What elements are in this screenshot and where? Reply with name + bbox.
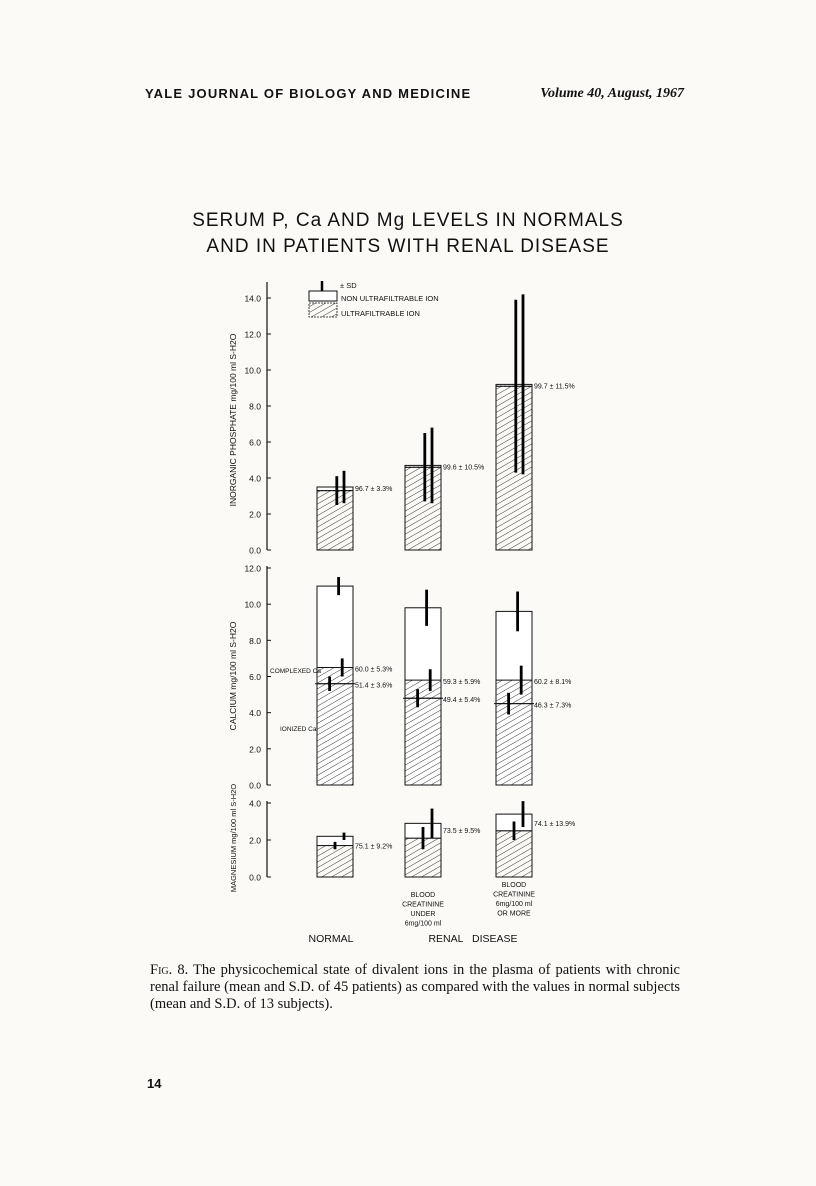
bar-complexed-calcium [317, 667, 353, 683]
legend-nonuf-text: NON ULTRAFILTRABLE ION [341, 294, 439, 303]
percent-label-calcium-ionized: 49.4 ± 5.4% [443, 697, 481, 705]
group-label-normal: NORMAL [308, 933, 354, 945]
caption-label: Fig. 8. [150, 962, 189, 978]
percent-label-calcium-ionized: 51.4 ± 3.6% [355, 682, 393, 690]
annotation-complexed-ca: COMPLEXED Ca [270, 668, 321, 675]
y-tick-label-phosphate: 2.0 [249, 509, 261, 520]
percent-label-magnesium: 74.1 ± 13.9% [534, 820, 576, 828]
y-tick-label-calcium: 0.0 [249, 780, 261, 791]
y-axis-label-magnesium: MAGNESIUM mg/100 ml S-H2O [229, 783, 238, 893]
bar-complexed-calcium [496, 680, 532, 704]
volume-info: Volume 40, August, 1967 [540, 86, 684, 101]
bar-ultrafiltrable-phosphate [405, 467, 441, 550]
y-tick-label-calcium: 2.0 [249, 744, 261, 755]
group-label-creatinine-over: OR MORE [497, 910, 531, 918]
legend-sd-text: ± SD [340, 281, 357, 290]
percent-label-calcium-uf: 59.3 ± 5.9% [443, 679, 481, 687]
legend-uf-text: ULTRAFILTRABLE ION [341, 309, 420, 318]
figure-title-line-1: SERUM P, Ca AND Mg LEVELS IN NORMALS [192, 210, 624, 231]
bar-ultrafiltrable-magnesium [317, 846, 353, 877]
group-label-creatinine-under: CREATININE [402, 901, 444, 909]
y-tick-label-phosphate: 14.0 [244, 293, 261, 304]
figure-title-line-2: AND IN PATIENTS WITH RENAL DISEASE [206, 236, 610, 257]
group-label-creatinine-over: BLOOD [501, 882, 527, 889]
y-tick-label-phosphate: 8.0 [249, 401, 261, 412]
caption-text: The physicochemical state of divalent ions in the plasma of patients with chronic renal failure (mean and S.D. of 45 patients) as compared with the values in normal subjects (mean and S.D. of 13 subjects). [150, 962, 680, 1012]
bar-ionized-calcium [496, 704, 532, 785]
group-label-creatinine-over: CREATININE [493, 891, 535, 899]
group-label-creatinine-over: 6mg/100 ml [495, 901, 533, 908]
y-tick-label-calcium: 10.0 [244, 599, 261, 610]
bar-nonultrafiltrable-phosphate [317, 487, 353, 491]
y-tick-label-phosphate: 4.0 [249, 473, 261, 484]
legend-uf-swatch [309, 303, 337, 317]
y-axis-label-phosphate: INORGANIC PHOSPHATE mg/100 ml S-H2O [228, 333, 238, 507]
group-label-creatinine-under: UNDER [410, 911, 436, 918]
y-tick-label-calcium: 12.0 [244, 563, 261, 574]
y-tick-label-phosphate: 6.0 [249, 437, 261, 448]
y-tick-label-calcium: 8.0 [249, 635, 261, 646]
y-axis-label-calcium: CALCIUM mg/100 ml S-H2O [228, 621, 238, 731]
figure-caption [150, 962, 680, 1013]
percent-label-calcium-ionized: 46.3 ± 7.3% [534, 702, 572, 710]
bar-ultrafiltrable-phosphate [317, 491, 353, 550]
y-tick-label-phosphate: 12.0 [244, 329, 261, 340]
percent-label-magnesium: 73.5 ± 9.5% [443, 828, 481, 836]
group-label-creatinine-under: 6mg/100 ml [404, 920, 442, 928]
y-tick-label-calcium: 6.0 [249, 672, 261, 682]
bar-complexed-calcium [405, 680, 441, 698]
y-tick-label-magnesium: 2.0 [249, 835, 261, 846]
percent-label-phosphate: 99.6 ± 10.5% [443, 464, 485, 472]
y-tick-label-phosphate: 10.0 [244, 365, 261, 376]
percent-label-calcium-uf: 60.2 ± 8.1% [534, 679, 572, 687]
journal-title: YALE JOURNAL OF BIOLOGY AND MEDICINE [145, 86, 472, 101]
bar-ionized-calcium [317, 684, 353, 785]
page-number: 14 [147, 1076, 162, 1091]
y-tick-label-magnesium: 0.0 [249, 872, 261, 883]
legend-nonuf-swatch [309, 291, 337, 301]
group-label-renal-disease: RENAL DISEASE [428, 933, 518, 945]
y-tick-label-phosphate: 0.0 [249, 545, 261, 556]
annotation-ionized-ca: IONIZED Ca [280, 726, 317, 733]
percent-label-phosphate: 96.7 ± 3.3% [355, 486, 393, 493]
bar-ultrafiltrable-phosphate [496, 386, 532, 550]
percent-label-magnesium: 75.1 ± 9.2% [355, 843, 393, 851]
percent-label-calcium-uf: 60.0 ± 5.3% [355, 666, 393, 674]
bar-ionized-calcium [405, 698, 441, 785]
group-label-creatinine-under: BLOOD [410, 892, 436, 899]
y-tick-label-calcium: 4.0 [249, 708, 261, 719]
percent-label-phosphate: 99.7 ± 11.5% [534, 383, 575, 391]
y-tick-label-magnesium: 4.0 [249, 798, 261, 809]
